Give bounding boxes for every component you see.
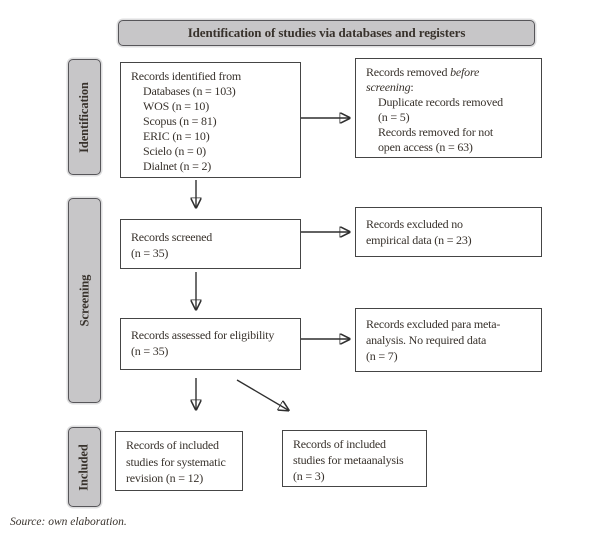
box-records-screened: [120, 219, 301, 269]
emphasis-text: screening: [366, 80, 411, 94]
box-text: analysis. No required data: [366, 333, 487, 347]
box-included-metaanalysis: [282, 430, 427, 487]
stage-included: [68, 427, 101, 507]
source-count: WOS (n = 10): [143, 99, 210, 113]
box-records-removed: [355, 58, 542, 158]
box-count: (n = 7): [366, 349, 398, 363]
removal-count: open access (n = 63): [378, 140, 473, 154]
source-count: Scielo (n = 0): [143, 144, 206, 158]
source-count: Dialnet (n = 2): [143, 159, 212, 173]
stage-included-label: Included: [77, 443, 92, 491]
box-excluded-meta-analysis: [355, 308, 542, 372]
source-count: Databases (n = 103): [143, 84, 236, 98]
stage-screening: [68, 198, 101, 403]
box-count: (n = 35): [131, 344, 169, 358]
removal-reason: Duplicate records removed: [378, 95, 503, 109]
box-text: empirical data (n = 23): [366, 233, 472, 247]
stage-identification-label: Identification: [77, 81, 92, 153]
box-count: revision (n = 12): [126, 471, 204, 485]
stage-identification: [68, 59, 101, 175]
box-text: Records assessed for eligibility: [131, 328, 275, 342]
box-count: (n = 35): [131, 246, 169, 260]
arrow-assessed-to-included-meta: [237, 380, 288, 410]
box-text: Records of included: [293, 437, 386, 451]
box-text: Records excluded para meta-: [366, 317, 501, 331]
box-text: studies for systematic: [126, 454, 226, 469]
box-excluded-no-empirical-data: [355, 207, 542, 257]
box-text: Records screened: [131, 230, 213, 244]
box-records-identified: [120, 62, 301, 178]
source-note: Source: own elaboration.: [10, 516, 127, 528]
source-count: Scopus (n = 81): [143, 114, 217, 128]
box-title-line: Records removed before: [366, 65, 480, 79]
source-count: ERIC (n = 10): [143, 129, 210, 143]
diagram-title: Identification of studies via databases and registers: [187, 25, 466, 40]
diagram-header: [118, 20, 535, 46]
box-title-line: screening:: [366, 80, 414, 94]
box-records-assessed: [120, 318, 301, 370]
box-title: Records identified from: [131, 69, 242, 83]
box-text: studies for metaanalysis: [293, 453, 404, 467]
box-count: (n = 3): [293, 469, 325, 483]
box-text: Records excluded no: [366, 217, 463, 231]
box-included-systematic-revision: [115, 431, 243, 491]
removal-count: (n = 5): [378, 110, 410, 124]
stage-screening-label: Screening: [77, 274, 91, 327]
emphasis-text: before: [450, 65, 480, 79]
box-text: Records of included: [126, 438, 219, 452]
removal-reason: Records removed for not: [378, 125, 494, 139]
